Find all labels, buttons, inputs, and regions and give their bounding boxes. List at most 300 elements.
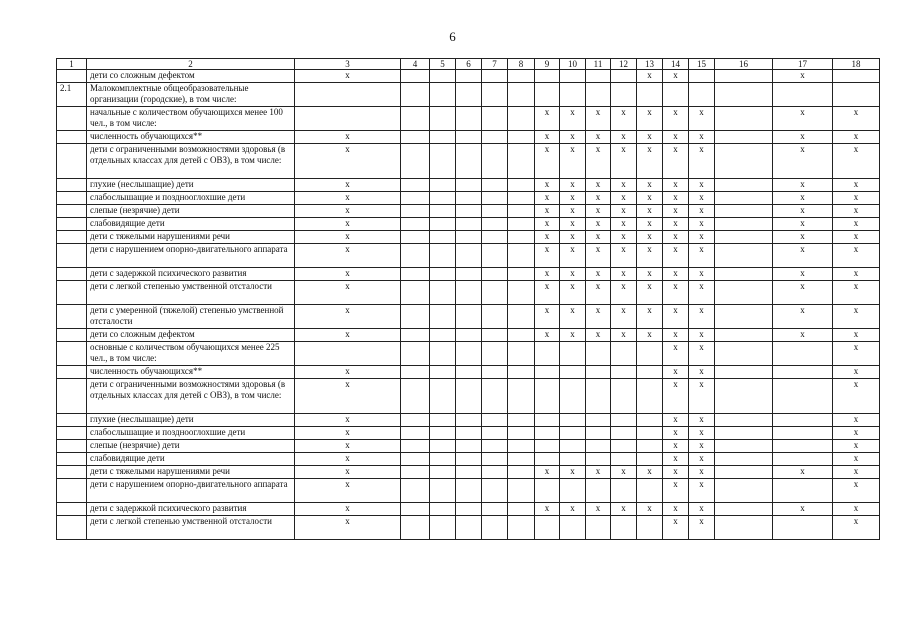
- mark-cell: x: [689, 414, 715, 427]
- mark-cell: [430, 342, 456, 366]
- mark-cell: x: [560, 305, 586, 329]
- table-row: [57, 281, 880, 305]
- mark-cell: [535, 440, 560, 453]
- row-label: численность обучающихся**: [87, 366, 295, 379]
- mark-cell: [430, 179, 456, 192]
- mark-cell: [456, 379, 482, 414]
- mark-cell: [611, 379, 637, 414]
- mark-cell: [401, 281, 430, 305]
- mark-cell: x: [560, 192, 586, 205]
- mark-cell: [715, 414, 773, 427]
- mark-cell: [430, 218, 456, 231]
- mark-cell: x: [663, 503, 689, 516]
- header-row: [57, 59, 880, 70]
- mark-cell: [611, 453, 637, 466]
- table-row: [57, 131, 880, 144]
- mark-cell: x: [611, 107, 637, 131]
- mark-cell: [508, 329, 535, 342]
- mark-cell: x: [535, 305, 560, 329]
- mark-cell: x: [295, 414, 401, 427]
- mark-cell: x: [663, 479, 689, 503]
- mark-cell: x: [295, 205, 401, 218]
- mark-cell: [560, 342, 586, 366]
- mark-cell: [401, 329, 430, 342]
- mark-cell: [456, 466, 482, 479]
- row-label: слабовидящие дети: [87, 453, 295, 466]
- mark-cell: [586, 366, 611, 379]
- mark-cell: [456, 440, 482, 453]
- mark-cell: [637, 414, 663, 427]
- row-number: [57, 427, 87, 440]
- mark-cell: [715, 440, 773, 453]
- mark-cell: [456, 427, 482, 440]
- row-number: [57, 479, 87, 503]
- mark-cell: [430, 131, 456, 144]
- mark-cell: x: [637, 192, 663, 205]
- mark-cell: [663, 83, 689, 107]
- mark-cell: x: [560, 179, 586, 192]
- mark-cell: [401, 205, 430, 218]
- mark-cell: [586, 414, 611, 427]
- mark-cell: [508, 414, 535, 427]
- table-row: [57, 107, 880, 131]
- mark-cell: [456, 366, 482, 379]
- mark-cell: [401, 516, 430, 540]
- mark-cell: [482, 244, 508, 268]
- mark-cell: x: [773, 107, 833, 131]
- row-number: [57, 453, 87, 466]
- mark-cell: x: [586, 179, 611, 192]
- mark-cell: x: [295, 244, 401, 268]
- mark-cell: [637, 83, 663, 107]
- mark-cell: [508, 268, 535, 281]
- mark-cell: [456, 414, 482, 427]
- mark-cell: [586, 453, 611, 466]
- mark-cell: x: [535, 281, 560, 305]
- row-label: дети с тяжелыми нарушениями речи: [87, 231, 295, 244]
- mark-cell: [560, 427, 586, 440]
- mark-cell: x: [295, 427, 401, 440]
- mark-cell: x: [586, 192, 611, 205]
- mark-cell: x: [637, 268, 663, 281]
- mark-cell: [535, 379, 560, 414]
- mark-cell: x: [637, 218, 663, 231]
- mark-cell: [456, 131, 482, 144]
- mark-cell: [401, 83, 430, 107]
- mark-cell: x: [295, 366, 401, 379]
- mark-cell: x: [689, 205, 715, 218]
- mark-cell: x: [833, 516, 880, 540]
- mark-cell: [482, 503, 508, 516]
- mark-cell: [456, 268, 482, 281]
- mark-cell: [482, 305, 508, 329]
- mark-cell: [401, 366, 430, 379]
- row-label: слепые (незрячие) дети: [87, 205, 295, 218]
- mark-cell: x: [295, 305, 401, 329]
- header-cell: 18: [833, 59, 880, 70]
- table-row: [57, 144, 880, 179]
- mark-cell: [456, 453, 482, 466]
- mark-cell: [401, 414, 430, 427]
- mark-cell: [773, 379, 833, 414]
- mark-cell: x: [560, 244, 586, 268]
- mark-cell: x: [295, 218, 401, 231]
- mark-cell: x: [637, 244, 663, 268]
- mark-cell: [430, 244, 456, 268]
- table-row: [57, 342, 880, 366]
- mark-cell: [773, 453, 833, 466]
- mark-cell: x: [535, 107, 560, 131]
- mark-cell: x: [663, 427, 689, 440]
- mark-cell: [508, 231, 535, 244]
- mark-cell: x: [535, 144, 560, 179]
- mark-cell: [611, 83, 637, 107]
- mark-cell: x: [295, 281, 401, 305]
- mark-cell: x: [833, 453, 880, 466]
- mark-cell: x: [663, 131, 689, 144]
- header-cell: 17: [773, 59, 833, 70]
- mark-cell: [430, 281, 456, 305]
- mark-cell: x: [611, 268, 637, 281]
- mark-cell: x: [637, 107, 663, 131]
- mark-cell: x: [637, 179, 663, 192]
- mark-cell: x: [663, 192, 689, 205]
- mark-cell: x: [295, 231, 401, 244]
- mark-cell: x: [689, 179, 715, 192]
- page-number: 6: [449, 29, 456, 44]
- mark-cell: [611, 479, 637, 503]
- mark-cell: [508, 427, 535, 440]
- mark-cell: x: [773, 144, 833, 179]
- mark-cell: [508, 70, 535, 83]
- mark-cell: [482, 479, 508, 503]
- mark-cell: [401, 218, 430, 231]
- mark-cell: [456, 83, 482, 107]
- mark-cell: [689, 70, 715, 83]
- row-label: слабовидящие дети: [87, 218, 295, 231]
- mark-cell: [456, 281, 482, 305]
- mark-cell: [456, 107, 482, 131]
- mark-cell: [482, 366, 508, 379]
- mark-cell: [773, 366, 833, 379]
- mark-cell: x: [586, 281, 611, 305]
- mark-cell: x: [689, 231, 715, 244]
- mark-cell: [482, 281, 508, 305]
- mark-cell: x: [560, 329, 586, 342]
- mark-cell: x: [535, 466, 560, 479]
- table-row: [57, 427, 880, 440]
- mark-cell: [456, 479, 482, 503]
- mark-cell: x: [833, 479, 880, 503]
- row-label: дети с ограниченными возможностями здоровья (в отдельных классах для детей с ОВЗ), в том числе:: [87, 379, 295, 414]
- mark-cell: [401, 107, 430, 131]
- mark-cell: [773, 414, 833, 427]
- mark-cell: [482, 131, 508, 144]
- mark-cell: [535, 427, 560, 440]
- mark-cell: x: [663, 70, 689, 83]
- mark-cell: [456, 244, 482, 268]
- mark-cell: [430, 366, 456, 379]
- row-label: дети с умеренной (тяжелой) степенью умственной отсталости: [87, 305, 295, 329]
- mark-cell: x: [663, 379, 689, 414]
- mark-cell: x: [689, 479, 715, 503]
- mark-cell: [715, 179, 773, 192]
- table-row: [57, 329, 880, 342]
- mark-cell: [637, 427, 663, 440]
- table-row: [57, 440, 880, 453]
- mark-cell: x: [663, 244, 689, 268]
- mark-cell: x: [637, 466, 663, 479]
- mark-cell: [430, 205, 456, 218]
- mark-cell: [482, 453, 508, 466]
- mark-cell: [482, 379, 508, 414]
- mark-cell: x: [689, 131, 715, 144]
- mark-cell: x: [833, 107, 880, 131]
- mark-cell: [430, 329, 456, 342]
- mark-cell: x: [295, 479, 401, 503]
- mark-cell: [456, 218, 482, 231]
- mark-cell: [773, 479, 833, 503]
- mark-cell: x: [833, 179, 880, 192]
- mark-cell: [715, 366, 773, 379]
- row-number: [57, 342, 87, 366]
- mark-cell: [295, 107, 401, 131]
- mark-cell: x: [833, 268, 880, 281]
- table-row: [57, 244, 880, 268]
- mark-cell: [535, 83, 560, 107]
- mark-cell: [508, 144, 535, 179]
- mark-cell: [560, 479, 586, 503]
- mark-cell: x: [295, 144, 401, 179]
- mark-cell: [508, 342, 535, 366]
- mark-cell: x: [295, 503, 401, 516]
- mark-cell: [715, 427, 773, 440]
- row-label: глухие (неслышащие) дети: [87, 414, 295, 427]
- mark-cell: x: [535, 179, 560, 192]
- mark-cell: [833, 83, 880, 107]
- mark-cell: x: [637, 70, 663, 83]
- mark-cell: x: [295, 329, 401, 342]
- header-cell: 6: [456, 59, 482, 70]
- mark-cell: x: [689, 218, 715, 231]
- mark-cell: x: [773, 503, 833, 516]
- mark-cell: [456, 329, 482, 342]
- mark-cell: [508, 479, 535, 503]
- mark-cell: x: [773, 131, 833, 144]
- mark-cell: [715, 379, 773, 414]
- mark-cell: [430, 516, 456, 540]
- mark-cell: x: [637, 281, 663, 305]
- mark-cell: [456, 205, 482, 218]
- table-row: [57, 366, 880, 379]
- row-number: [57, 268, 87, 281]
- mark-cell: x: [586, 218, 611, 231]
- mark-cell: [401, 305, 430, 329]
- mark-cell: x: [586, 466, 611, 479]
- mark-cell: x: [833, 205, 880, 218]
- header-cell: 1: [57, 59, 87, 70]
- mark-cell: [637, 479, 663, 503]
- mark-cell: [456, 342, 482, 366]
- mark-cell: [456, 192, 482, 205]
- table-row: [57, 205, 880, 218]
- mark-cell: x: [535, 268, 560, 281]
- mark-cell: [430, 414, 456, 427]
- mark-cell: x: [663, 305, 689, 329]
- mark-cell: x: [833, 218, 880, 231]
- mark-cell: x: [637, 231, 663, 244]
- mark-cell: [401, 453, 430, 466]
- mark-cell: [586, 70, 611, 83]
- mark-cell: [715, 305, 773, 329]
- mark-cell: [430, 453, 456, 466]
- mark-cell: x: [611, 218, 637, 231]
- mark-cell: [586, 516, 611, 540]
- mark-cell: x: [295, 453, 401, 466]
- mark-cell: x: [773, 329, 833, 342]
- mark-cell: [508, 516, 535, 540]
- mark-cell: x: [637, 329, 663, 342]
- row-number: [57, 440, 87, 453]
- mark-cell: x: [833, 131, 880, 144]
- mark-cell: [401, 466, 430, 479]
- mark-cell: [560, 83, 586, 107]
- mark-cell: x: [833, 414, 880, 427]
- mark-cell: x: [295, 466, 401, 479]
- mark-cell: [508, 503, 535, 516]
- mark-cell: x: [611, 281, 637, 305]
- mark-cell: [508, 192, 535, 205]
- row-label: дети с нарушением опорно-двигательного аппарата: [87, 479, 295, 503]
- mark-cell: x: [689, 281, 715, 305]
- mark-cell: [535, 70, 560, 83]
- mark-cell: [715, 144, 773, 179]
- mark-cell: x: [689, 144, 715, 179]
- mark-cell: x: [689, 466, 715, 479]
- mark-cell: [715, 218, 773, 231]
- mark-cell: x: [689, 516, 715, 540]
- mark-cell: x: [663, 342, 689, 366]
- row-label: численность обучающихся**: [87, 131, 295, 144]
- mark-cell: x: [560, 231, 586, 244]
- mark-cell: x: [586, 268, 611, 281]
- row-label: дети с ограниченными возможностями здоровья (в отдельных классах для детей с ОВЗ), в том числе:: [87, 144, 295, 179]
- mark-cell: [482, 83, 508, 107]
- row-label: начальные с количеством обучающихся менее 100 чел., в том числе:: [87, 107, 295, 131]
- table-row: [57, 379, 880, 414]
- mark-cell: [508, 440, 535, 453]
- mark-cell: x: [560, 107, 586, 131]
- mark-cell: [401, 503, 430, 516]
- table-row: [57, 453, 880, 466]
- table-row: [57, 479, 880, 503]
- row-number: [57, 179, 87, 192]
- table-row: [57, 231, 880, 244]
- mark-cell: [611, 414, 637, 427]
- mark-cell: [482, 179, 508, 192]
- mark-cell: [430, 479, 456, 503]
- mark-cell: [401, 440, 430, 453]
- mark-cell: [715, 503, 773, 516]
- mark-cell: [637, 440, 663, 453]
- mark-cell: x: [833, 503, 880, 516]
- mark-cell: x: [560, 281, 586, 305]
- mark-cell: x: [611, 231, 637, 244]
- mark-cell: x: [586, 503, 611, 516]
- mark-cell: [430, 70, 456, 83]
- mark-cell: [508, 218, 535, 231]
- mark-cell: x: [773, 192, 833, 205]
- mark-cell: [401, 70, 430, 83]
- header-cell: 10: [560, 59, 586, 70]
- table-row: [57, 179, 880, 192]
- mark-cell: [715, 329, 773, 342]
- mark-cell: x: [663, 414, 689, 427]
- row-label: дети с задержкой психического развития: [87, 268, 295, 281]
- mark-cell: x: [560, 218, 586, 231]
- mark-cell: x: [663, 329, 689, 342]
- mark-cell: x: [295, 516, 401, 540]
- mark-cell: x: [586, 131, 611, 144]
- row-number: [57, 414, 87, 427]
- mark-cell: [535, 366, 560, 379]
- header-cell: 7: [482, 59, 508, 70]
- mark-cell: [508, 281, 535, 305]
- mark-cell: x: [689, 329, 715, 342]
- mark-cell: x: [611, 305, 637, 329]
- mark-cell: x: [535, 205, 560, 218]
- mark-cell: [715, 107, 773, 131]
- mark-cell: [430, 503, 456, 516]
- table-row: [57, 305, 880, 329]
- table-row: [57, 268, 880, 281]
- mark-cell: [637, 342, 663, 366]
- row-label: дети с тяжелыми нарушениями речи: [87, 466, 295, 479]
- header-cell: 16: [715, 59, 773, 70]
- mark-cell: x: [535, 503, 560, 516]
- mark-cell: x: [560, 131, 586, 144]
- mark-cell: x: [637, 205, 663, 218]
- mark-cell: [560, 516, 586, 540]
- mark-cell: x: [773, 179, 833, 192]
- mark-cell: [560, 379, 586, 414]
- mark-cell: [482, 440, 508, 453]
- header-cell: 3: [295, 59, 401, 70]
- mark-cell: x: [663, 231, 689, 244]
- mark-cell: [401, 244, 430, 268]
- mark-cell: x: [833, 305, 880, 329]
- mark-cell: x: [611, 466, 637, 479]
- mark-cell: [508, 179, 535, 192]
- row-label: слабослышащие и позднооглохшие дети: [87, 192, 295, 205]
- row-number: [57, 305, 87, 329]
- mark-cell: x: [295, 440, 401, 453]
- mark-cell: x: [833, 144, 880, 179]
- mark-cell: x: [560, 205, 586, 218]
- mark-cell: x: [689, 427, 715, 440]
- mark-cell: [401, 131, 430, 144]
- mark-cell: x: [295, 179, 401, 192]
- mark-cell: [295, 342, 401, 366]
- mark-cell: [508, 205, 535, 218]
- table-row: [57, 192, 880, 205]
- mark-cell: x: [689, 192, 715, 205]
- mark-cell: x: [689, 244, 715, 268]
- mark-cell: x: [295, 268, 401, 281]
- row-label: дети с легкой степенью умственной отсталости: [87, 281, 295, 305]
- header-cell: 12: [611, 59, 637, 70]
- mark-cell: [715, 205, 773, 218]
